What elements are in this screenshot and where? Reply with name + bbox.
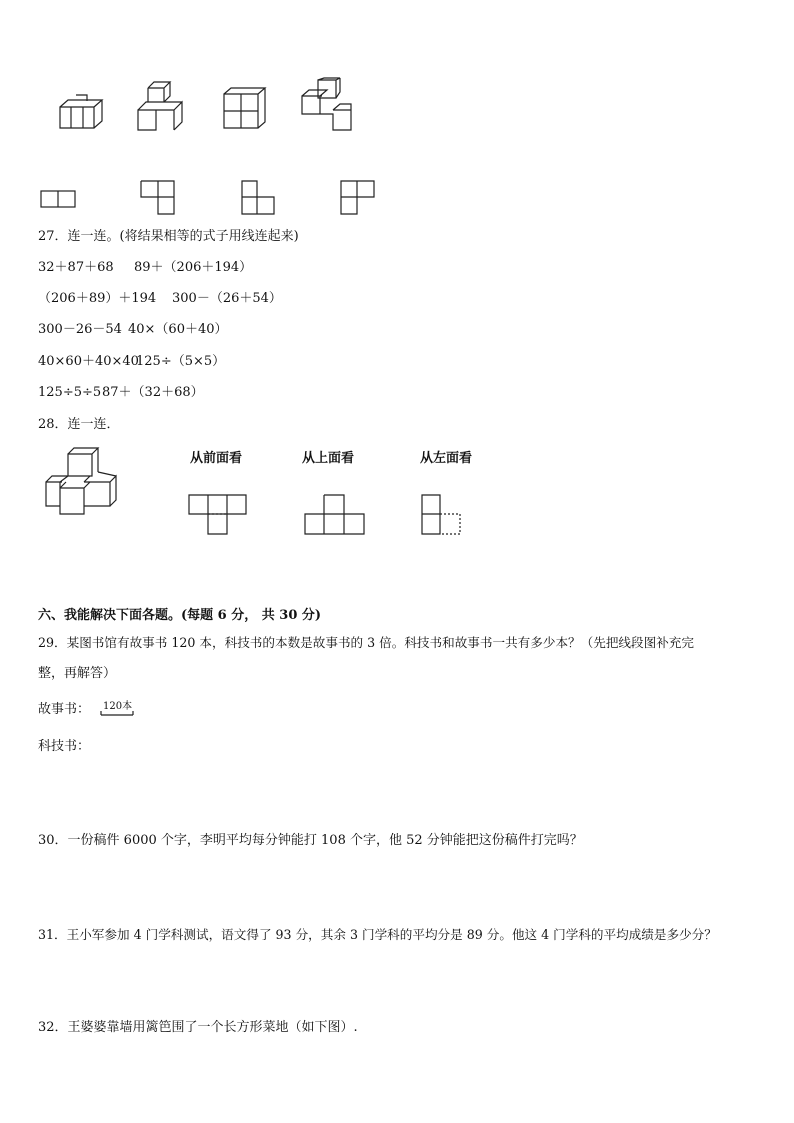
section-6-heading: 六、我能解决下面各题。(每题 6 分， 共 30 分) (38, 608, 322, 623)
q27-left-expression: （206＋89）＋194 (38, 291, 157, 306)
q27-left-expression: 125÷5÷5 (38, 385, 102, 400)
view-label-top: 从上面看 (302, 451, 355, 466)
q27-right-expression: 89＋（206＋194） (134, 260, 253, 275)
q27-left-expression: 300－26－54 (38, 322, 122, 337)
story-books-segment (100, 709, 136, 717)
q29-text-line2: 整，再解答） (38, 666, 117, 681)
segment-label: 120本 (103, 701, 133, 712)
q27-right-expression: 40×（60＋40） (128, 322, 228, 337)
q27-right-expression: 125÷（5×5） (136, 354, 226, 369)
q28-title: 28．连一连． (38, 417, 120, 432)
q30-text: 30．一份稿件 6000 个字，李明平均每分钟能打 108 个字，他 52 分钟能把这份稿件打完吗？ (38, 833, 583, 848)
view-diagram-2 (140, 180, 180, 218)
top-view-shape (304, 494, 368, 538)
left-view-shape (420, 494, 468, 538)
cube-solid-2 (136, 82, 192, 132)
view-diagram-1 (40, 190, 80, 210)
view-label-front: 从前面看 (190, 451, 243, 466)
q27-title: 27．连一连。(将结果相等的式子用线连起来) (38, 229, 299, 244)
cube-solid-1 (56, 95, 106, 135)
view-diagram-4 (340, 180, 380, 218)
q31-text: 31．王小军参加 4 门学科测试，语文得了 93 分，其余 3 门学科的平均分是 89 分。他这 4 门学科的平均成绩是多少分？ (38, 927, 717, 942)
q27-right-expression: 87＋（32＋68） (102, 385, 204, 400)
q27-left-expression: 40×60＋40×40 (38, 354, 139, 369)
cube-solid-3 (222, 86, 272, 132)
q27-right-expression: 300－（26＋54） (172, 291, 282, 306)
tech-books-label: 科技书： (38, 739, 91, 754)
view-diagram-3 (240, 180, 280, 218)
q27-left-expression: 32＋87＋68 (38, 260, 114, 275)
cube-structure-figure (42, 446, 132, 518)
q29-text-line1: 29．某图书馆有故事书 120 本，科技书的本数是故事书的 3 倍。科技书和故事书一共有多少本？（先把线段图补充完 (38, 635, 694, 650)
q32-text: 32．王婆婆靠墙用篱笆围了一个长方形菜地（如下图）. (38, 1020, 358, 1035)
cube-solid-4 (300, 78, 356, 132)
view-label-left: 从左面看 (420, 451, 473, 466)
front-view-shape (188, 494, 252, 538)
story-books-label: 故事书： (38, 702, 91, 717)
